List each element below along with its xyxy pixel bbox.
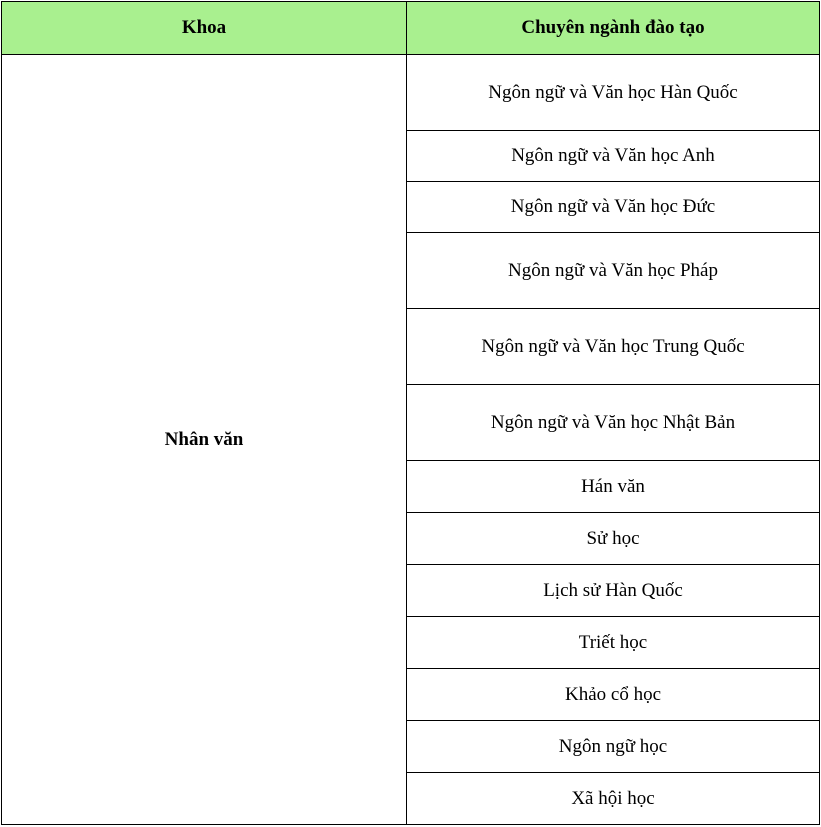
faculty-column-header: Khoa: [2, 2, 407, 55]
major-cell: Triết học: [407, 617, 820, 669]
major-cell: Ngôn ngữ và Văn học Đức: [407, 182, 820, 233]
table-row: [2, 55, 820, 131]
major-cell: Ngôn ngữ học: [407, 721, 820, 773]
major-cell: Ngôn ngữ và Văn học Hàn Quốc: [407, 55, 820, 131]
major-column-header: Chuyên ngành đào tạo: [407, 2, 820, 55]
major-cell: Ngôn ngữ và Văn học Pháp: [407, 233, 820, 309]
major-cell: Ngôn ngữ và Văn học Trung Quốc: [407, 309, 820, 385]
major-cell: Ngôn ngữ và Văn học Nhật Bản: [407, 385, 820, 461]
major-cell: Khảo cổ học: [407, 669, 820, 721]
major-cell: Sử học: [407, 513, 820, 565]
major-cell: Xã hội học: [407, 773, 820, 825]
faculty-cell: Nhân văn: [2, 55, 407, 825]
faculty-majors-table: [1, 1, 820, 825]
header-row: [2, 2, 820, 55]
major-cell: Lịch sử Hàn Quốc: [407, 565, 820, 617]
major-cell: Hán văn: [407, 461, 820, 513]
major-cell: Ngôn ngữ và Văn học Anh: [407, 131, 820, 182]
